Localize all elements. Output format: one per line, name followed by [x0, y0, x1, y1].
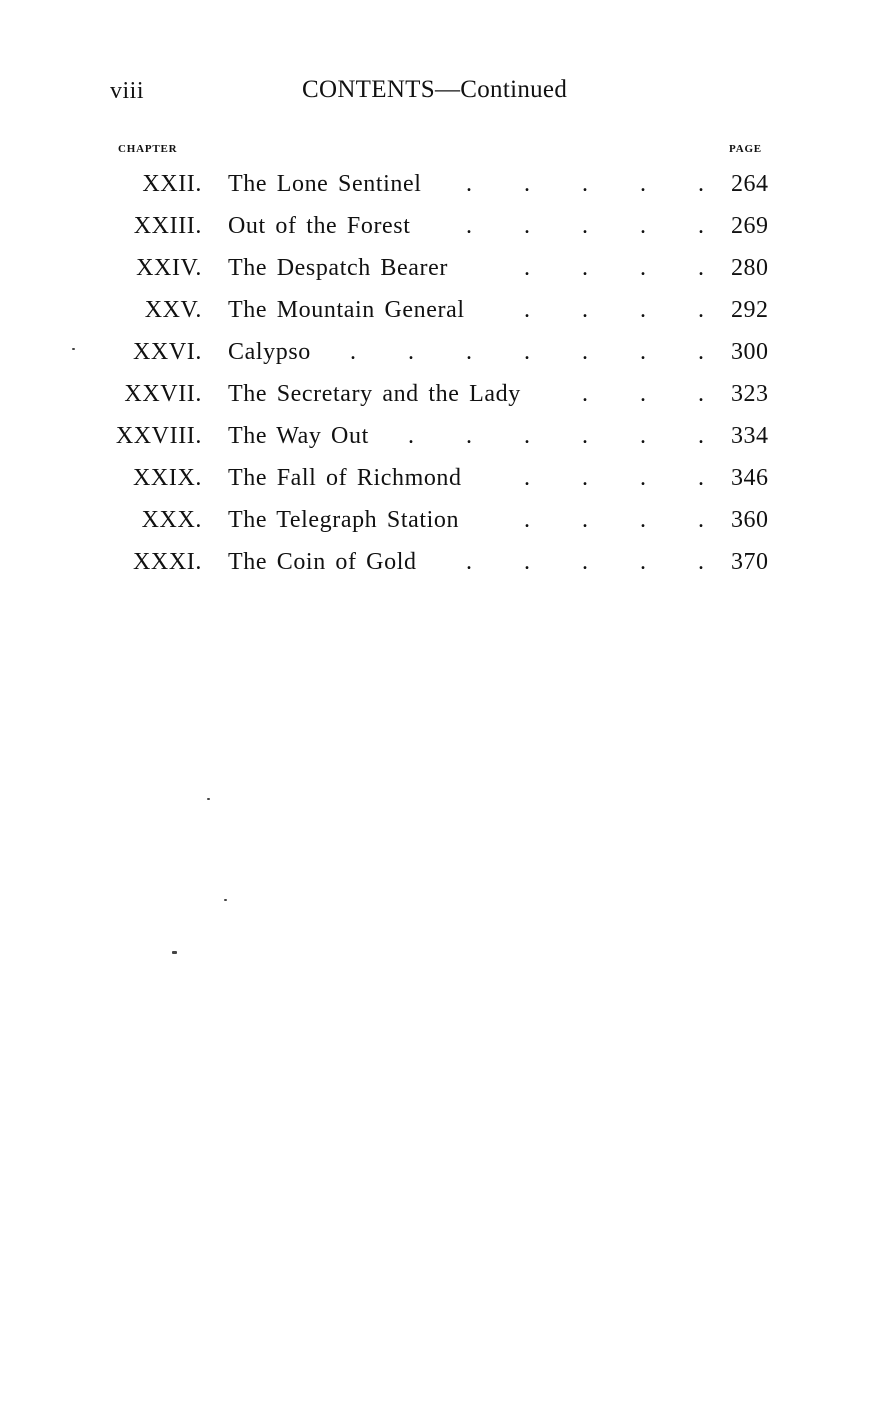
page-number-ref: 264 [731, 171, 769, 197]
leader-dot: . [582, 507, 588, 533]
toc-entry [0, 289, 873, 331]
dot-leader [228, 415, 712, 457]
leader-dot: . [640, 255, 646, 281]
chapter-column-label: CHAPTER [118, 143, 178, 155]
chapter-number: XXIV. [136, 255, 202, 281]
leader-dot: . [640, 171, 646, 197]
chapter-number: XXVI. [133, 339, 202, 365]
chapter-title: The Lone Sentinel [228, 171, 422, 197]
running-head: CONTENTS—Continued [302, 76, 568, 103]
toc-entry [0, 373, 873, 415]
chapter-title: The Despatch Bearer [228, 255, 448, 281]
page-number-ref: 269 [731, 213, 769, 239]
page-number-ref: 334 [731, 423, 769, 449]
dot-leader [228, 247, 712, 289]
leader-dot: . [582, 297, 588, 323]
scan-speck [72, 348, 75, 350]
leader-dot: . [524, 339, 530, 365]
page-number-ref: 300 [731, 339, 769, 365]
leader-dot: . [698, 213, 704, 239]
toc-entry [0, 247, 873, 289]
chapter-title: Out of the Forest [228, 213, 411, 239]
toc-entry [0, 415, 873, 457]
chapter-number: XXII. [142, 171, 202, 197]
leader-dot: . [640, 381, 646, 407]
leader-dot: . [582, 255, 588, 281]
scan-speck [207, 798, 210, 800]
chapter-title: The Fall of Richmond [228, 465, 462, 491]
leader-dot: . [466, 171, 472, 197]
leader-dot: . [350, 339, 356, 365]
page-number-ref: 346 [731, 465, 769, 491]
dot-leader [228, 205, 712, 247]
scan-speck [224, 899, 227, 901]
leader-dot: . [640, 465, 646, 491]
dot-leader [228, 499, 712, 541]
toc-entry [0, 331, 873, 373]
leader-dot: . [524, 423, 530, 449]
chapter-title: The Coin of Gold [228, 549, 417, 575]
leader-dot: . [698, 255, 704, 281]
leader-dot: . [640, 423, 646, 449]
leader-dot: . [582, 339, 588, 365]
leader-dot: . [466, 423, 472, 449]
chapter-number: XXXI. [133, 549, 202, 575]
leader-dot: . [582, 171, 588, 197]
leader-dot: . [640, 213, 646, 239]
leader-dot: . [524, 213, 530, 239]
toc-entry [0, 499, 873, 541]
leader-dot: . [524, 549, 530, 575]
leader-dot: . [524, 171, 530, 197]
leader-dot: . [582, 423, 588, 449]
dot-leader [228, 541, 712, 583]
page-number-ref: 323 [731, 381, 769, 407]
leader-dot: . [640, 339, 646, 365]
scan-speck [172, 951, 177, 954]
page-number: viii [110, 78, 145, 104]
chapter-number: XXVII. [124, 381, 202, 407]
page-number-ref: 292 [731, 297, 769, 323]
leader-dot: . [640, 507, 646, 533]
chapter-number: XXX. [141, 507, 202, 533]
chapter-number: XXIX. [133, 465, 202, 491]
dot-leader [228, 163, 712, 205]
toc-entry [0, 205, 873, 247]
leader-dot: . [698, 465, 704, 491]
chapter-title: The Secretary and the Lady [228, 381, 521, 407]
leader-dot: . [466, 339, 472, 365]
chapter-title: The Way Out [228, 423, 369, 449]
leader-dot: . [582, 381, 588, 407]
leader-dot: . [582, 549, 588, 575]
leader-dot: . [640, 549, 646, 575]
toc-entry [0, 163, 873, 205]
page-column-label: PAGE [729, 143, 762, 155]
page-number-ref: 370 [731, 549, 769, 575]
leader-dot: . [408, 423, 414, 449]
leader-dot: . [408, 339, 414, 365]
leader-dot: . [698, 549, 704, 575]
chapter-number: XXV. [144, 297, 202, 323]
leader-dot: . [698, 381, 704, 407]
leader-dot: . [524, 465, 530, 491]
leader-dot: . [524, 507, 530, 533]
dot-leader [228, 373, 712, 415]
leader-dot: . [640, 297, 646, 323]
leader-dot: . [466, 549, 472, 575]
page-number-ref: 280 [731, 255, 769, 281]
chapter-title: The Telegraph Station [228, 507, 460, 533]
chapter-number: XXVIII. [115, 423, 202, 449]
leader-dot: . [582, 213, 588, 239]
dot-leader [228, 289, 712, 331]
leader-dot: . [524, 297, 530, 323]
chapter-title: The Mountain General [228, 297, 465, 323]
leader-dot: . [698, 423, 704, 449]
leader-dot: . [524, 255, 530, 281]
dot-leader [228, 331, 712, 373]
leader-dot: . [698, 339, 704, 365]
chapter-number: XXIII. [133, 213, 202, 239]
leader-dot: . [698, 171, 704, 197]
leader-dot: . [698, 507, 704, 533]
page-number-ref: 360 [731, 507, 769, 533]
toc-entry [0, 457, 873, 499]
leader-dot: . [698, 297, 704, 323]
chapter-title: Calypso [228, 339, 311, 365]
dot-leader [228, 457, 712, 499]
leader-dot: . [582, 465, 588, 491]
toc-entry [0, 541, 873, 583]
leader-dot: . [466, 213, 472, 239]
